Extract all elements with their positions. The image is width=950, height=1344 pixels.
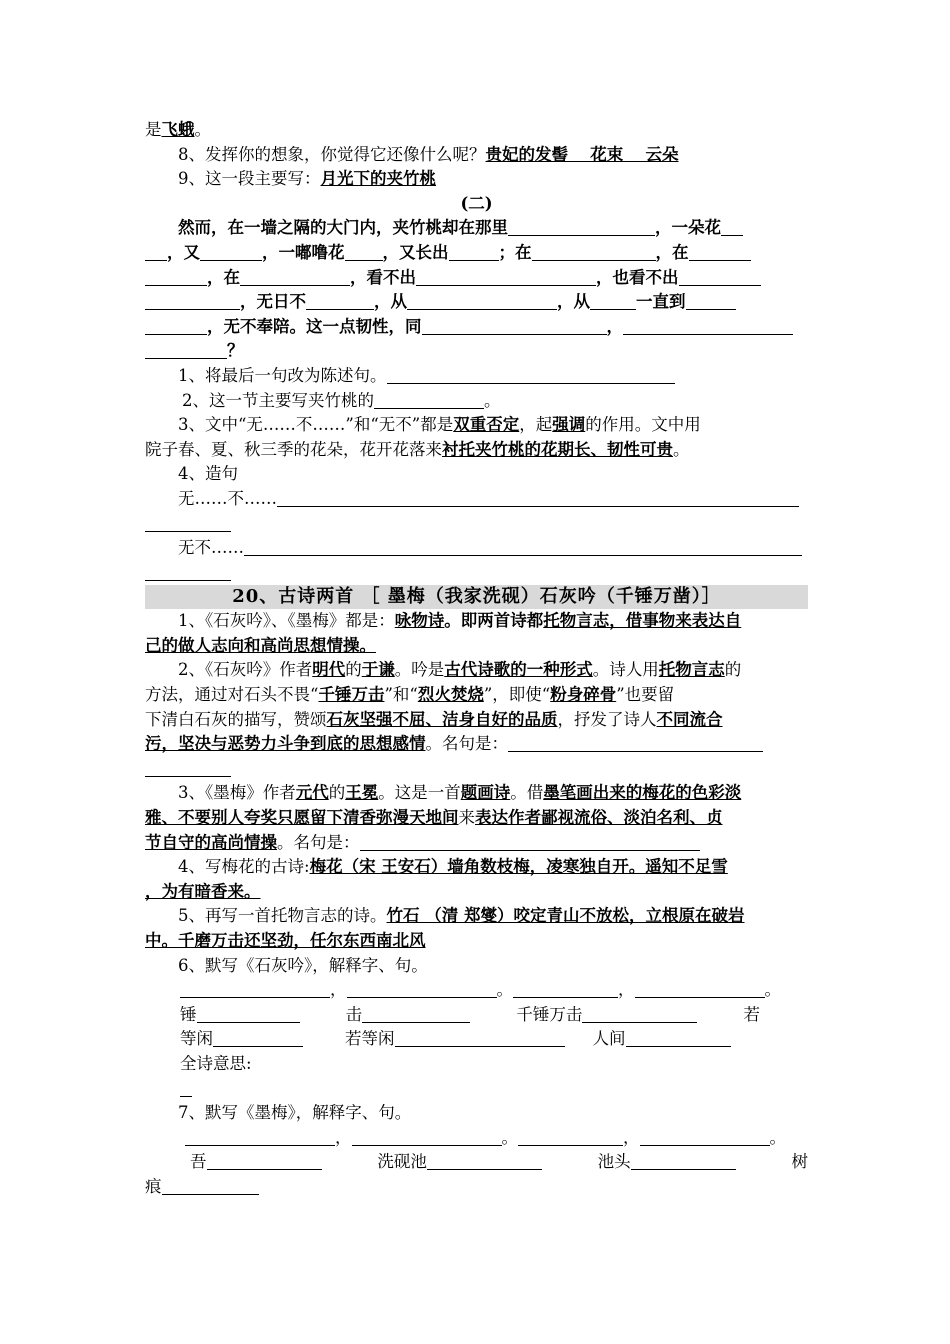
blank[interactable] (686, 292, 736, 310)
s3-item-2-cont2: 下清白石灰的描写，赞颂石灰坚强不屈、洁身自好的品质，抒发了诗人不同流合 (145, 709, 723, 729)
s3-item-3-cont2: 节自守的高尚情操。名句是： (145, 831, 808, 856)
explain-blank[interactable] (213, 1029, 303, 1047)
s3-item-3-cont1: 雅、不要别人夸奖只愿留下清香弥漫天地间来表达作者鄙视流俗、淡泊名利、贞 (145, 808, 723, 828)
blank[interactable] (345, 243, 383, 261)
answer-blank[interactable] (180, 1079, 192, 1097)
question-9: 9、这一段主要写：月光下的夹竹桃 (178, 169, 436, 189)
section-heading-2: (二) (460, 193, 493, 213)
answer-blank[interactable] (508, 734, 763, 752)
explain-blank[interactable] (362, 1005, 470, 1023)
poem-meaning-label: 全诗意思: (180, 1053, 252, 1073)
blank[interactable] (532, 243, 656, 261)
question-s2-3: 3、文中“无……不……”和“无不”都是双重否定，起强调的作用。文中用 (178, 415, 701, 435)
passage-line-4: ，无日不 ，从 ，从 一直到 (145, 290, 808, 315)
blank[interactable] (240, 268, 350, 286)
blank[interactable] (145, 341, 227, 359)
poem-blank[interactable] (352, 1128, 502, 1146)
blank[interactable] (623, 317, 793, 335)
blank[interactable] (407, 292, 557, 310)
answer-blank[interactable] (374, 391, 484, 409)
answer-blank[interactable] (145, 563, 231, 581)
blank[interactable] (145, 292, 240, 310)
sentence-making-1-cont (145, 512, 808, 537)
blank[interactable] (306, 292, 374, 310)
word-explain-row-2: 等闲 若等闲 人间 (145, 1027, 808, 1052)
poem-blank[interactable] (640, 1128, 770, 1146)
answer-blank[interactable] (145, 514, 231, 532)
blank[interactable] (145, 317, 207, 335)
question-s2-2: 2、这一节主要写夹竹桃的 。 (182, 390, 501, 410)
poem-blank[interactable] (180, 980, 330, 998)
question-8: 8、发挥你的想象，你觉得它还像什么呢？贵妃的发髻 花束 云朵 (178, 144, 679, 164)
answer-line-feie: 是飞蛾。 (145, 120, 211, 139)
explain-blank[interactable] (427, 1152, 542, 1170)
s3-item-1: 1、《石灰吟》、《墨梅》都是：咏物诗。即两首诗都托物言志，借事物来表达自 (178, 611, 742, 631)
answer-blank[interactable] (277, 489, 799, 507)
s3-item-4: 4、写梅花的古诗:梅花（宋 王安石）墙角数枝梅，凌寒独自开。遥知不足雪 (178, 857, 728, 877)
poem-blank[interactable] (635, 980, 765, 998)
word-explain-row-3: 吾 洗砚池 池头 树 (190, 1152, 808, 1172)
passage-line-1: 然而，在一墙之隔的大门内，夹竹桃却在那里 ，一朵花 (145, 216, 808, 241)
s3-item-2-cont1: 方法，通过对石头不畏“千锤万击”和“烈火焚烧”，即使“粉身碎骨”也要留 (145, 685, 675, 705)
explain-blank[interactable] (197, 1005, 300, 1023)
blank[interactable] (200, 243, 262, 261)
explain-blank[interactable] (207, 1152, 322, 1170)
word-explain-row-4: 痕 (145, 1175, 808, 1200)
s3-item-5: 5、再写一首托物言志的诗。竹石 （清 郑燮）咬定青山不放松，立根原在破岩 (178, 906, 745, 926)
explain-blank[interactable] (631, 1152, 736, 1170)
sentence-making-1: 无……不…… (145, 487, 808, 512)
poem-dictation-momei: ， 。 ， 。 (145, 1126, 808, 1151)
s3-item-5-cont: 中。千磨万击还坚劲，任尔东西南北风 (145, 931, 426, 950)
blank[interactable] (689, 243, 751, 261)
poem-blank[interactable] (518, 1128, 623, 1146)
passage-line-2: ，又 ，一嘟噜花 ，又长出 ；在 ，在 (145, 241, 808, 266)
poem-meaning-row (145, 1077, 808, 1102)
blank[interactable] (145, 243, 167, 261)
poem-blank[interactable] (347, 980, 497, 998)
worksheet-page (145, 118, 808, 1200)
passage-line-5: ，无不奉陪。这一点韧性，同 ， (145, 315, 808, 340)
question-s2-1: 1、将最后一句改为陈述句。 (145, 364, 808, 389)
answer-blank[interactable] (387, 366, 675, 384)
passage-line-3: ，在 ，看不出 ，也看不出 (145, 266, 808, 291)
blank[interactable] (416, 268, 596, 286)
explain-blank[interactable] (582, 1005, 697, 1023)
blank[interactable] (508, 218, 655, 236)
poem-blank[interactable] (185, 1128, 335, 1146)
poem-blank[interactable] (513, 980, 618, 998)
blank[interactable] (721, 218, 743, 236)
s3-item-4-cont: ，为有暗香来。 (145, 881, 261, 901)
s3-item-1-cont: 己的做人志向和高尚思想情操。 (145, 635, 376, 655)
s3-item-7: 7、默写《墨梅》，解释字、句。 (178, 1103, 412, 1123)
s3-item-3: 3、《墨梅》作者元代的王冕。这是一首题画诗。借墨笔画出来的梅花的色彩淡 (178, 783, 742, 803)
s3-item-2-cont4 (145, 757, 808, 782)
question-s2-3-cont: 院子春、夏、秋三季的花朵，花开花落来衬托夹竹桃的花期长、韧性可贵。 (145, 439, 690, 459)
passage-line-6: ？ (145, 339, 808, 364)
s3-item-2: 2、《石灰吟》作者明代的于谦。吟是古代诗歌的一种形式。诗人用托物言志的 (178, 660, 742, 680)
word-explain-row-1: 锤 击 千锤万击 若 (180, 1004, 760, 1024)
blank[interactable] (590, 292, 636, 310)
blank[interactable] (422, 317, 607, 335)
blank[interactable] (145, 268, 207, 286)
explain-blank[interactable] (626, 1029, 731, 1047)
question-s2-4: 4、造句 (178, 464, 238, 484)
explain-blank[interactable] (162, 1177, 259, 1195)
blank[interactable] (679, 268, 761, 286)
blank[interactable] (449, 243, 499, 261)
sentence-making-2: 无不…… (145, 536, 808, 561)
s3-item-6: 6、默写《石灰吟》，解释字、句。 (178, 955, 428, 975)
s3-item-2-cont3: 污，坚决与恶势力斗争到底的思想感情。名句是： (145, 732, 808, 757)
lesson-title: 20、古诗两首 ［ 墨梅（我家洗砚）石灰吟（千锤万凿）］ (145, 585, 808, 609)
answer-blank[interactable] (244, 538, 802, 556)
answer-blank[interactable] (145, 759, 231, 777)
explain-blank[interactable] (395, 1029, 565, 1047)
answer-blank[interactable] (360, 833, 700, 851)
poem-dictation-shihuiyin: ， 。 ， 。 (145, 978, 808, 1003)
sentence-making-2-cont (145, 561, 808, 586)
fill-blank-passage (145, 216, 808, 364)
